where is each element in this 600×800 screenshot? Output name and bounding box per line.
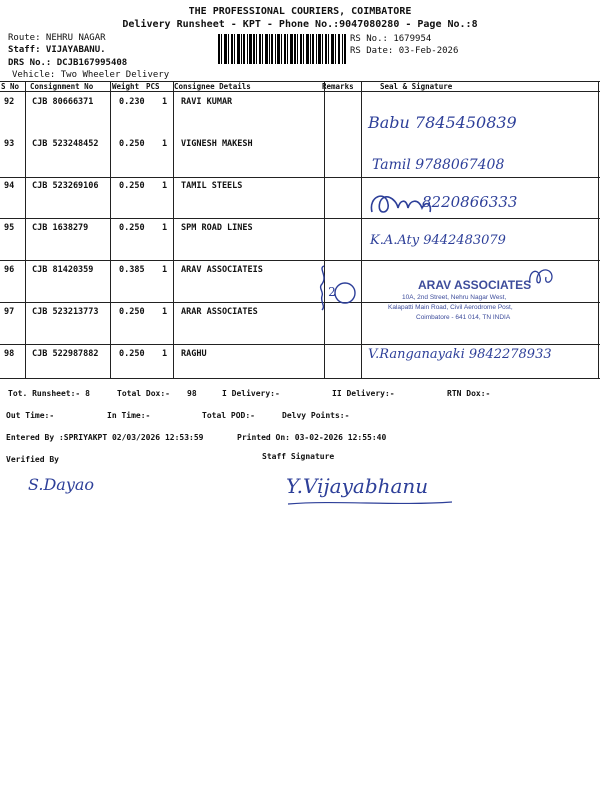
remarks-mark-text: 2: [328, 285, 336, 299]
stamp-name: ARAV ASSOCIATES: [418, 278, 532, 292]
row-weight: 0.250: [119, 223, 145, 233]
in-time: In Time:-: [107, 411, 151, 420]
row-consignment: CJB 80666371: [32, 97, 94, 107]
rtn-dox: RTN Dox:-: [447, 389, 491, 398]
row-consignee: RAVI KUMAR: [181, 97, 233, 107]
table-row: [0, 139, 360, 153]
table-row: [0, 349, 360, 363]
row-consignment: CJB 523248452: [32, 139, 99, 149]
total-runsheet: Tot. Runsheet:- 8: [8, 389, 90, 398]
row-pcs: 1: [162, 97, 168, 107]
stamp-line-1: 10A, 2nd Street, Nehru Nagar West,: [402, 294, 507, 301]
row-consignee: RAGHU: [181, 349, 207, 359]
header-seal: Seal & Signature: [380, 82, 453, 91]
company-title: THE PROFESSIONAL COURIERS, COIMBATORE: [188, 6, 412, 17]
total-dox-label: Total Dox:-: [117, 389, 170, 398]
staff-signature-underline: [286, 498, 456, 508]
verified-by-label: Verified By: [6, 455, 59, 464]
row-pcs: 1: [162, 307, 168, 317]
staff-label: Staff: VIJAYABANU.: [8, 45, 106, 55]
table-row: [0, 307, 360, 321]
row-pcs: 1: [162, 265, 168, 275]
signature-row-92: Babu 7845450839: [368, 113, 517, 132]
total-dox-value: 98: [187, 389, 197, 398]
row-consignment: CJB 523213773: [32, 307, 99, 317]
row-consignee: SPM ROAD LINES: [181, 223, 253, 233]
row-sno: 92: [4, 97, 15, 107]
staff-signature: Y.Vijayabhanu: [286, 474, 429, 498]
header-sno: S No: [1, 82, 20, 91]
signature-row-95: K.A.Aty 9442483079: [370, 233, 506, 248]
row-sno: 93: [4, 139, 15, 149]
barcode: [218, 34, 346, 64]
signature-row-93: Tamil 9788067408: [372, 157, 505, 173]
row-sno: 94: [4, 181, 15, 191]
header-pcs: PCS: [146, 82, 160, 91]
row-consignment: CJB 81420359: [32, 265, 94, 275]
row-sno: 95: [4, 223, 15, 233]
row-weight: 0.250: [119, 181, 145, 191]
table-row: [0, 265, 360, 279]
stamp-line-2: Kalapatti Main Road, Civil Aerodrome Post,: [388, 304, 513, 311]
row-pcs: 1: [162, 223, 168, 233]
row-weight: 0.250: [119, 349, 145, 359]
row-weight: 0.385: [119, 265, 145, 275]
verified-signature: S.Dayao: [28, 475, 95, 494]
vehicle-label: Vehicle: Two Wheeler Delivery: [12, 70, 170, 80]
row-sno: 96: [4, 265, 15, 275]
table-row: [0, 181, 360, 195]
row-consignment: CJB 522987882: [32, 349, 99, 359]
i-delivery: I Delivery:-: [222, 389, 280, 398]
row-consignee: VIGNESH MAKESH: [181, 139, 253, 149]
table-row: [0, 223, 360, 237]
company-stamp: [382, 273, 570, 329]
table-row: [0, 97, 360, 111]
delivery-points: Delvy Points:-: [282, 411, 350, 420]
row-pcs: 1: [162, 139, 168, 149]
row-consignee: ARAR ASSOCIATES: [181, 307, 258, 317]
signature-row-94: 8220866333: [422, 193, 518, 211]
signature-row-98: V.Ranganayaki 9842278933: [368, 347, 552, 362]
runsheet-subtitle: Delivery Runsheet - KPT - Phone No.:9047080280 - Page No.:8: [122, 19, 478, 30]
entered-by: Entered By :SPRIYAKPT 02/03/2026 12:53:59: [6, 433, 204, 442]
row-sno: 98: [4, 349, 15, 359]
row-consignee: ARAV ASSOCIATEIS: [181, 265, 263, 275]
row-consignment: CJB 523269106: [32, 181, 99, 191]
printed-on: Printed On: 03-02-2026 12:55:40: [237, 433, 387, 442]
stamp-line-3: Coimbatore - 641 014, TN INDIA: [416, 314, 511, 321]
row-weight: 0.250: [119, 307, 145, 317]
rs-number: RS No.: 1679954: [350, 34, 432, 44]
header-consignment: Consignment No: [30, 82, 94, 91]
row-weight: 0.250: [119, 139, 145, 149]
route-label: Route: NEHRU NAGAR: [8, 33, 106, 43]
row-weight: 0.230: [119, 97, 145, 107]
out-time: Out Time:-: [6, 411, 55, 420]
staff-signature-label: Staff Signature: [262, 452, 335, 461]
row-consignee: TAMIL STEELS: [181, 181, 243, 191]
row-consignment: CJB 1638279: [32, 223, 89, 233]
row-sno: 97: [4, 307, 15, 317]
table-header: [0, 82, 600, 96]
header-remarks: Remarks: [322, 82, 354, 91]
drs-label: DRS No.: DCJB167995408: [8, 58, 128, 68]
rs-date: RS Date: 03-Feb-2026: [350, 46, 459, 56]
total-pod: Total POD:-: [202, 411, 255, 420]
row-pcs: 1: [162, 181, 168, 191]
header-weight: Weight: [112, 82, 140, 91]
stamp-initials-scribble: [526, 265, 558, 289]
header-consignee: Consignee Details: [174, 82, 251, 91]
row-pcs: 1: [162, 349, 168, 359]
ii-delivery: II Delivery:-: [332, 389, 395, 398]
